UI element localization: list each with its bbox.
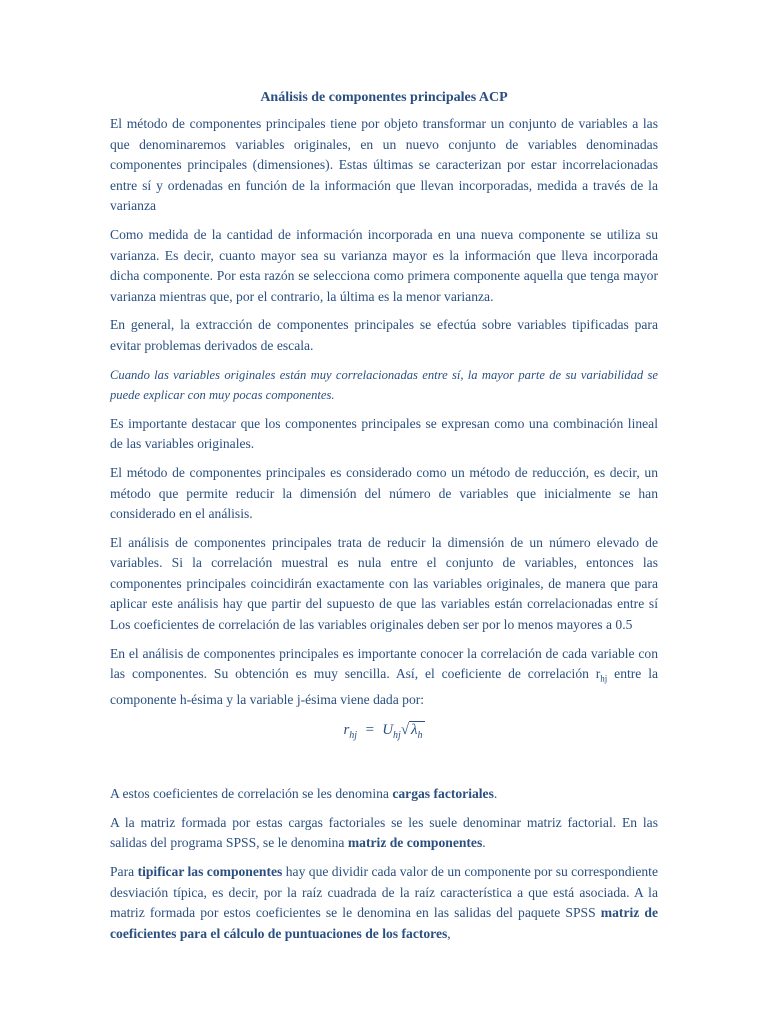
paragraph-8 (110, 644, 658, 711)
eq-lambda: λ (411, 722, 418, 739)
p8-before: En el análisis de componentes principales es importante conocer la correlación de cada variable con las componentes. Su obtención es muy sencilla. Así, el coeficiente de correlación r (110, 645, 658, 682)
p9-after: . (493, 786, 498, 802)
paragraph-7: El análisis de componentes principales trata de reducir la dimensión de un número elevado de variables. Si la correlación muestral es nula entre el conjunto de variables, entonces las componentes principales coincidirán exactamente con las variables originales, de manera que para aplicar este análisis hay que partir del supuesto de que las variables están correlacionadas entre sí Los coeficientes de correlación de las variables originales deben ser por lo menos mayores a 0.5 (110, 534, 658, 633)
sqrt-icon: √ (400, 722, 410, 739)
eq-rhs-sub: hj (393, 730, 401, 742)
p10-bold: matriz de componentes (347, 835, 483, 851)
eq-rhs: U (382, 722, 394, 739)
paragraph-4-italic: Cuando las variables originales están muy correlacionadas entre sí, la mayor parte de su variabilidad se puede explicar con muy pocas componentes. (110, 367, 658, 403)
p8-sub: hj (600, 673, 608, 684)
p11-bold1: tipificar las componentes (137, 863, 283, 879)
p8-after: entre la componente h-ésima y la variable j-ésima viene dada por: (110, 666, 658, 707)
document-title: Análisis de componentes principales ACP (260, 90, 508, 105)
paragraph-10 (110, 813, 658, 854)
paragraph-2: Como medida de la cantidad de información incorporada en una nueva componente se utiliza su varianza. Es decir, cuanto mayor sea su varianza mayor es la información que lleva incorporada dicha componente. Por esta razón se selecciona como primera componente aquella que tenga mayor varianza mientras que, por el contrario, la última es la menor varianza. (110, 226, 658, 304)
p11-bold2: matriz de coeficientes para el cálculo de puntuaciones de los factores (110, 905, 659, 941)
p10-before: A la matriz formada por estas cargas factoriales se les suele denominar matriz factorial. En las salidas del programa SPSS, se le denomina (110, 814, 658, 851)
p11-before: Para (110, 863, 138, 879)
paragraph-6: El método de componentes principales es considerado como un método de reducción, es decir, un método que permite reducir la dimensión del número de variables que inicialmente se han considerado en el análisis. (110, 464, 658, 522)
p9-before: A estos coeficientes de correlación se les denomina (110, 786, 393, 802)
paragraph-11 (110, 862, 658, 944)
eq-lhs: r (343, 722, 350, 739)
eq-sqrt-content (409, 721, 425, 742)
paragraph-3: En general, la extracción de componentes principales se efectúa sobre variables tipificadas para evitar problemas derivados de escala. (110, 317, 658, 353)
p9-bold: cargas factoriales (392, 786, 494, 802)
eq-lambda-sub: h (417, 730, 423, 742)
eq-equals: = (364, 722, 375, 739)
p11-middle: hay que dividir cada valor de un componente por su correspondiente desviación típica, es decir, por la raíz cuadrada de la raíz característica a que está asociada. A la matriz formada por estos coeficientes se le denomina en las salidas del paquete SPSS (110, 863, 658, 921)
p11-after: , (447, 925, 451, 941)
paragraph-9 (110, 784, 658, 805)
paragraph-1: El método de componentes principales tiene por objeto transformar un conjunto de variables a las que denominaremos variables originales, en un nuevo conjunto de variables denominadas componentes principales (dimensiones). Estas últimas se caracterizan por estar incorrelacionadas entre sí y ordenadas en función de la información que llevan incorporadas, medida a través de la varianza (110, 116, 658, 214)
p10-after: . (482, 835, 486, 851)
correlation-equation (110, 718, 658, 748)
eq-lhs-sub: hj (349, 730, 358, 742)
paragraph-5: Es importante destacar que los componentes principales se expresan como una combinación lineal de las variables originales. (110, 415, 658, 452)
